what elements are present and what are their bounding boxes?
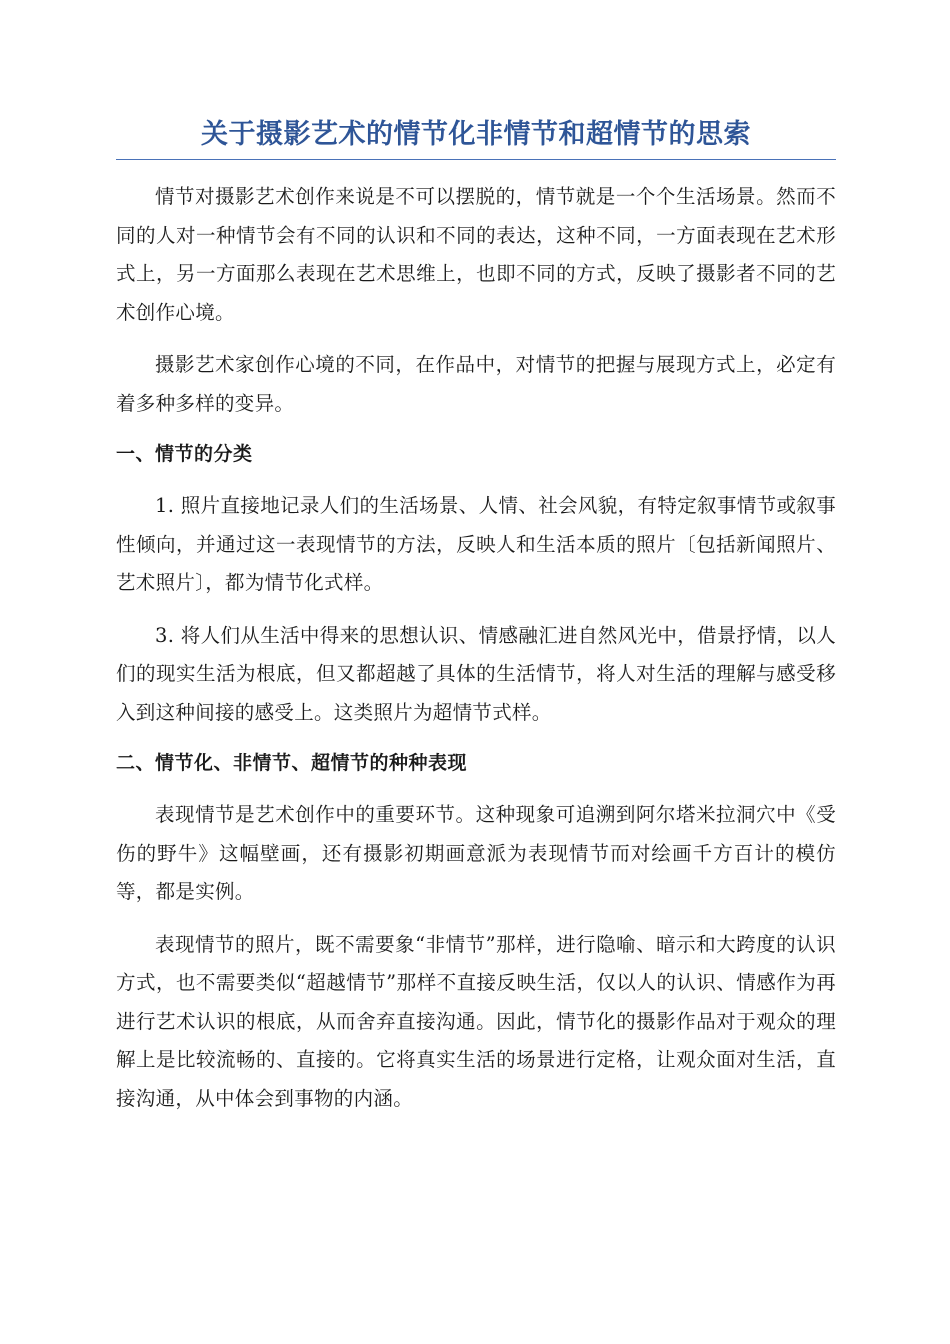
- document-title: 关于摄影艺术的情节化非情节和超情节的思索: [116, 112, 836, 160]
- intro-paragraph-1: 情节对摄影艺术创作来说是不可以摆脱的，情节就是一个个生活场景。然而不同的人对一种情节会有不同的认识和不同的表达，这种不同，一方面表现在艺术形式上，另一方面那么表现在艺术思维上，也即不同的方式，反映了摄影者不同的艺术创作心境。: [116, 185, 836, 324]
- section-heading-1: 一、情节的分类: [116, 443, 253, 465]
- section-heading-2: 二、情节化、非情节、超情节的种种表现: [116, 752, 468, 774]
- intro-paragraph-2: 摄影艺术家创作心境的不同，在作品中，对情节的把握与展现方式上，必定有着多种多样的变异。: [116, 353, 836, 415]
- section2-paragraph-2: 表现情节的照片，既不需要象“非情节”那样，进行隐喻、暗示和大跨度的认识方式，也不需要类似“超越情节”那样不直接反映生活，仅以人的认识、情感作为再进行艺术认识的根底，从而舍弃直接沟通。因此，情节化的摄影作品对于观众的理解上是比较流畅的、直接的。它将真实生活的场景进行定格，让观众面对生活，直接沟通，从中体会到事物的内涵。: [116, 932, 836, 1110]
- section1-paragraph-2: 3. 将人们从生活中得来的思想认识、情感融汇进自然风光中，借景抒情，以人们的现实生活为根底，但又都超越了具体的生活情节，将人对生活的理解与感受移入到这种间接的感受上。这类照片为超情节式样。: [116, 623, 836, 724]
- section2-paragraph-1: 表现情节是艺术创作中的重要环节。这种现象可追溯到阿尔塔米拉洞穴中《受伤的野牛》这幅壁画，还有摄影初期画意派为表现情节而对绘画千方百计的模仿等，都是实例。: [116, 803, 836, 903]
- document-page: [116, 112, 836, 1118]
- section1-paragraph-1: 1. 照片直接地记录人们的生活场景、人情、社会风貌，有特定叙事情节或叙事性倾向，并通过这一表现情节的方法，反映人和生活本质的照片〔包括新闻照片、艺术照片〕，都为情节化式样。: [116, 494, 836, 594]
